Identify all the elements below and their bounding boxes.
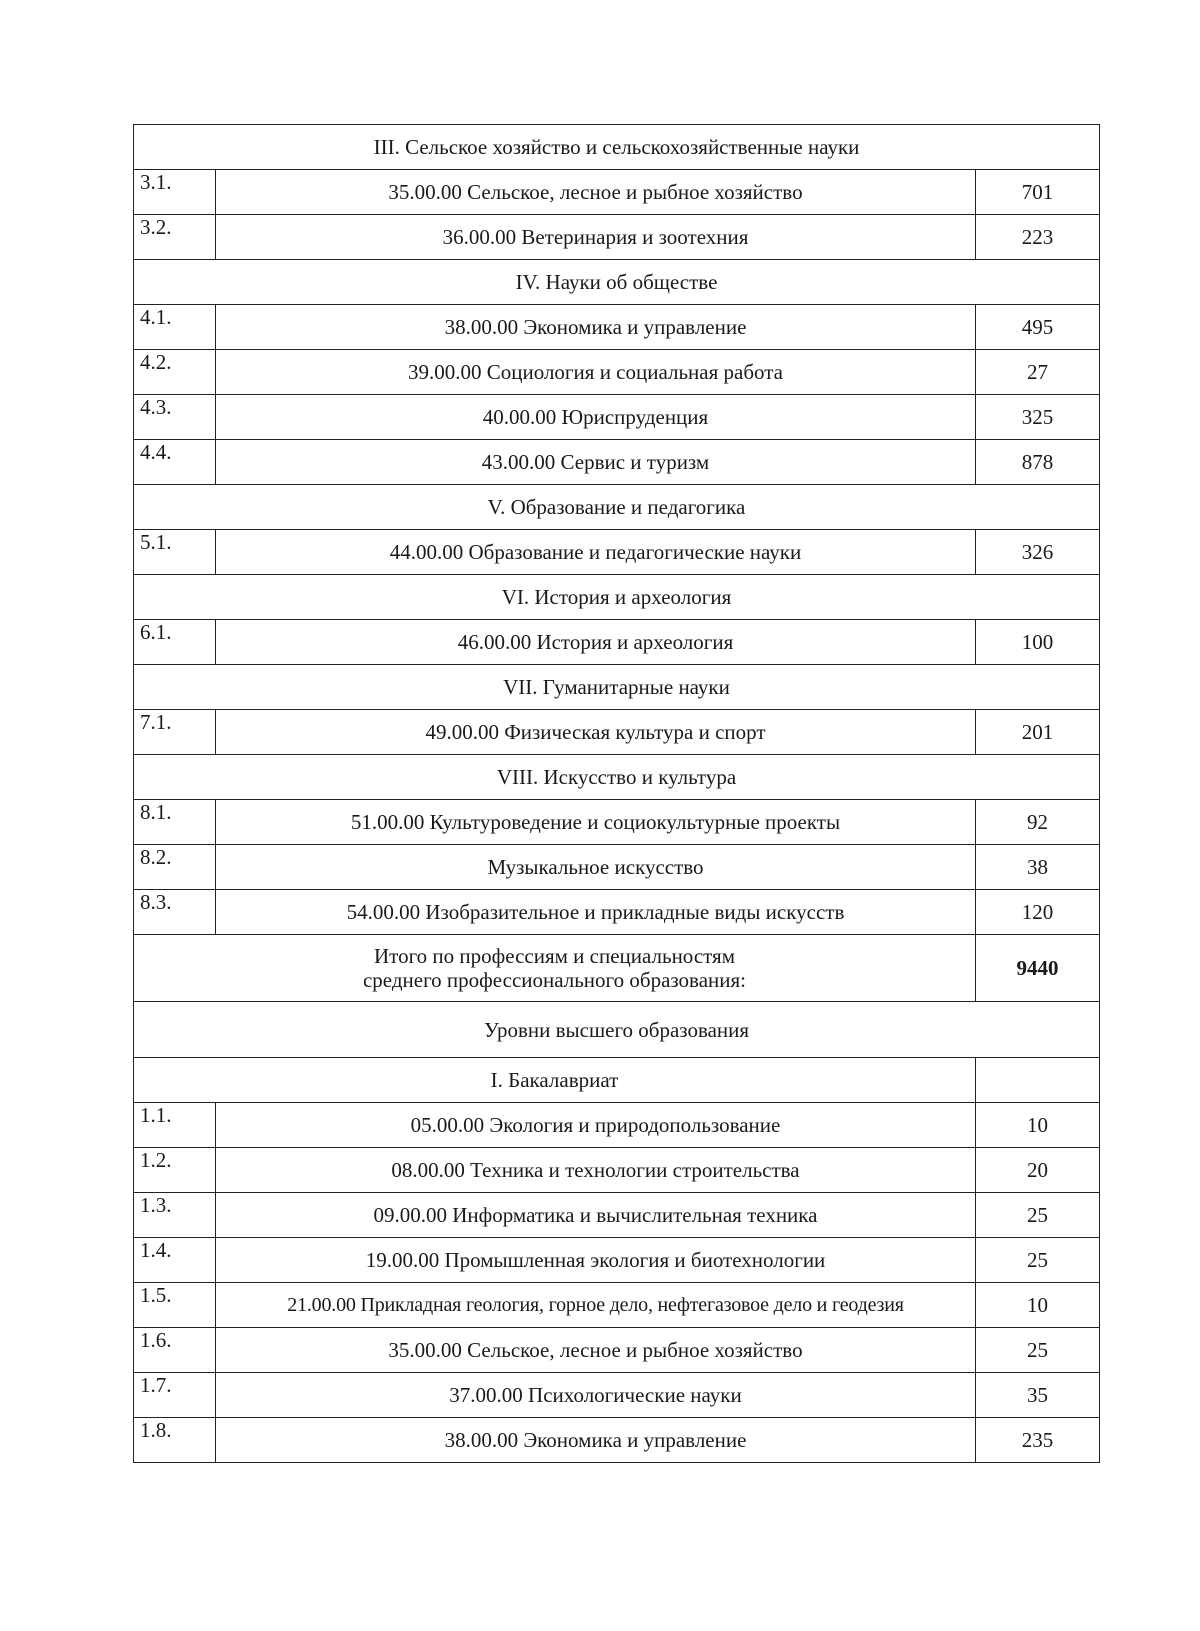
section-header-row [134,575,1100,620]
specialty-name: 35.00.00 Сельское, лесное и рыбное хозяйство [216,1328,976,1373]
specialty-name: 54.00.00 Изобразительное и прикладные виды искусств [216,890,976,935]
higher-education-header: Уровни высшего образования [134,1002,1100,1058]
table-row [134,800,1100,845]
table-row [134,305,1100,350]
table-row [134,710,1100,755]
row-number: 1.6. [134,1328,216,1373]
row-value: 92 [976,800,1100,845]
table-row [134,845,1100,890]
section-header-row [134,665,1100,710]
row-value: 495 [976,305,1100,350]
table-row [134,395,1100,440]
table-row [134,1103,1100,1148]
row-number: 1.4. [134,1238,216,1283]
specialty-name: 46.00.00 История и археология [216,620,976,665]
specialty-name: 09.00.00 Информатика и вычислительная техника [216,1193,976,1238]
total-row [134,935,1100,1002]
row-number: 8.2. [134,845,216,890]
specialty-name: 51.00.00 Культуроведение и социокультурные проекты [216,800,976,845]
row-value: 120 [976,890,1100,935]
specialty-name: Музыкальное искусство [216,845,976,890]
row-value: 201 [976,710,1100,755]
specialty-name: 43.00.00 Сервис и туризм [216,440,976,485]
section-header-row [134,755,1100,800]
row-value: 35 [976,1373,1100,1418]
row-value: 100 [976,620,1100,665]
row-value: 25 [976,1328,1100,1373]
table-row [134,350,1100,395]
row-number: 8.3. [134,890,216,935]
row-number: 6.1. [134,620,216,665]
enrollment-table [133,124,1100,1463]
row-value: 325 [976,395,1100,440]
row-value: 27 [976,350,1100,395]
table-body-part2 [134,1103,1100,1463]
row-number: 4.1. [134,305,216,350]
table-row [134,1193,1100,1238]
section-header: VII. Гуманитарные науки [134,665,1100,710]
table-row [134,1148,1100,1193]
row-value: 25 [976,1238,1100,1283]
document-page [133,124,1099,1463]
total-label-line2: среднего профессионального образования: [362,968,746,992]
section-header: V. Образование и педагогика [134,485,1100,530]
specialty-name: 05.00.00 Экология и природопользование [216,1103,976,1148]
bachelor-header-row [134,1058,1100,1103]
row-number: 3.1. [134,170,216,215]
row-value: 10 [976,1283,1100,1328]
total-section [134,935,1100,1103]
specialty-name: 40.00.00 Юриспруденция [216,395,976,440]
row-number: 4.4. [134,440,216,485]
table-row [134,1328,1100,1373]
row-number: 1.2. [134,1148,216,1193]
table-body-part1 [134,125,1100,935]
row-number: 8.1. [134,800,216,845]
specialty-name: 44.00.00 Образование и педагогические науки [216,530,976,575]
section-header: VI. История и археология [134,575,1100,620]
row-number: 5.1. [134,530,216,575]
specialty-name: 39.00.00 Социология и социальная работа [216,350,976,395]
row-number: 1.8. [134,1418,216,1463]
row-value: 878 [976,440,1100,485]
table-row [134,1283,1100,1328]
section-header-row [134,125,1100,170]
table-row [134,1373,1100,1418]
table-row [134,215,1100,260]
row-number: 7.1. [134,710,216,755]
total-label [134,935,976,1002]
specialty-name: 21.00.00 Прикладная геология, горное дело, нефтегазовое дело и геодезия [216,1283,976,1328]
section-header: VIII. Искусство и культура [134,755,1100,800]
table-row [134,170,1100,215]
table-row [134,440,1100,485]
row-value: 38 [976,845,1100,890]
bachelor-header-empty-cell [976,1058,1100,1103]
section-header-row [134,260,1100,305]
row-value: 20 [976,1148,1100,1193]
specialty-name: 19.00.00 Промышленная экология и биотехнологии [216,1238,976,1283]
row-value: 223 [976,215,1100,260]
specialty-name: 37.00.00 Психологические науки [216,1373,976,1418]
row-number: 4.3. [134,395,216,440]
row-number: 4.2. [134,350,216,395]
specialty-name: 49.00.00 Физическая культура и спорт [216,710,976,755]
specialty-name: 38.00.00 Экономика и управление [216,305,976,350]
bachelor-header: I. Бакалавриат [134,1058,976,1103]
row-value: 10 [976,1103,1100,1148]
table-row [134,620,1100,665]
row-number: 1.1. [134,1103,216,1148]
table-row [134,1238,1100,1283]
section-header: IV. Науки об обществе [134,260,1100,305]
specialty-name: 35.00.00 Сельское, лесное и рыбное хозяйство [216,170,976,215]
specialty-name: 38.00.00 Экономика и управление [216,1418,976,1463]
row-value: 326 [976,530,1100,575]
row-number: 1.5. [134,1283,216,1328]
section-header-row [134,485,1100,530]
specialty-name: 08.00.00 Техника и технологии строительства [216,1148,976,1193]
row-number: 1.7. [134,1373,216,1418]
table-row [134,1418,1100,1463]
row-value: 235 [976,1418,1100,1463]
row-number: 1.3. [134,1193,216,1238]
specialty-name: 36.00.00 Ветеринария и зоотехния [216,215,976,260]
higher-education-header-row [134,1002,1100,1058]
row-value: 701 [976,170,1100,215]
table-row [134,530,1100,575]
total-value: 9440 [976,935,1100,1002]
total-label-line1: Итого по профессиям и специальностям [374,944,735,968]
row-number: 3.2. [134,215,216,260]
table-row [134,890,1100,935]
row-value: 25 [976,1193,1100,1238]
section-header: III. Сельское хозяйство и сельскохозяйственные науки [134,125,1100,170]
